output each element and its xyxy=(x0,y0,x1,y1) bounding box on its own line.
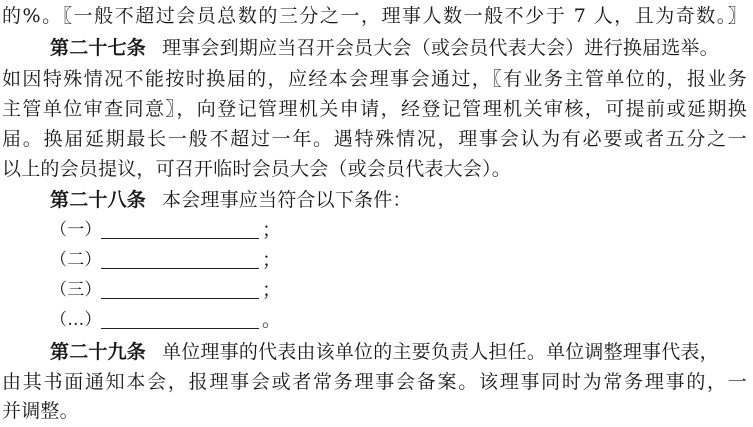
paragraph-line: 的%。〖一般不超过会员总数的三分之一，理事人数一般不少于 7 人，且为奇数。〗 xyxy=(2,5,747,27)
condition-punctuation: 。 xyxy=(262,309,282,331)
paragraph-line: 如因特殊情况不能按时换届的，应经本会理事会通过，〖有业务主管单位的，报业务 xyxy=(2,68,747,90)
paragraph-line: 本会理事应当符合以下条件： xyxy=(162,189,412,211)
paragraph-line: 以上的会员提议，可召开临时会员大会（或会员代表大会）。 xyxy=(2,158,511,180)
condition-number: （一） xyxy=(50,220,102,240)
condition-number: （三） xyxy=(50,280,102,300)
fill-in-blank xyxy=(101,276,259,299)
fill-in-blank xyxy=(101,246,259,269)
article-27-heading xyxy=(50,34,719,62)
article-27-label: 第二十七条 xyxy=(50,37,147,59)
paragraph-line: 单位理事的代表由该单位的主要负责人担任。单位调整理事代表， xyxy=(162,341,719,363)
paragraph-line: 届。换届延期最长一般不超过一年。遇特殊情况，理事会认为有必要或者五分之一 xyxy=(2,128,747,150)
condition-number: （…） xyxy=(50,310,102,330)
condition-punctuation: ； xyxy=(262,249,282,271)
paragraph-line: 主管单位审查同意〗，向登记管理机关申请，经登记管理机关审核，可提前或延期换 xyxy=(2,98,747,120)
article-28-heading xyxy=(50,186,412,214)
paragraph-line: 理事会到期应当召开会员大会（或会员代表大会）进行换届选举。 xyxy=(162,37,719,59)
paragraph-line: 并调整。 xyxy=(2,400,79,422)
article-28-label: 第二十八条 xyxy=(50,189,147,211)
article-29-label: 第二十九条 xyxy=(50,341,147,363)
condition-number: （二） xyxy=(50,250,102,270)
fill-in-blank xyxy=(101,216,259,239)
fill-in-blank xyxy=(101,306,259,329)
condition-punctuation: ； xyxy=(262,219,282,241)
condition-punctuation: ； xyxy=(262,279,282,301)
article-29-heading xyxy=(50,338,719,366)
paragraph-line: 由其书面通知本会，报理事会或者常务理事会备案。该理事同时为常务理事的，一 xyxy=(2,371,747,393)
